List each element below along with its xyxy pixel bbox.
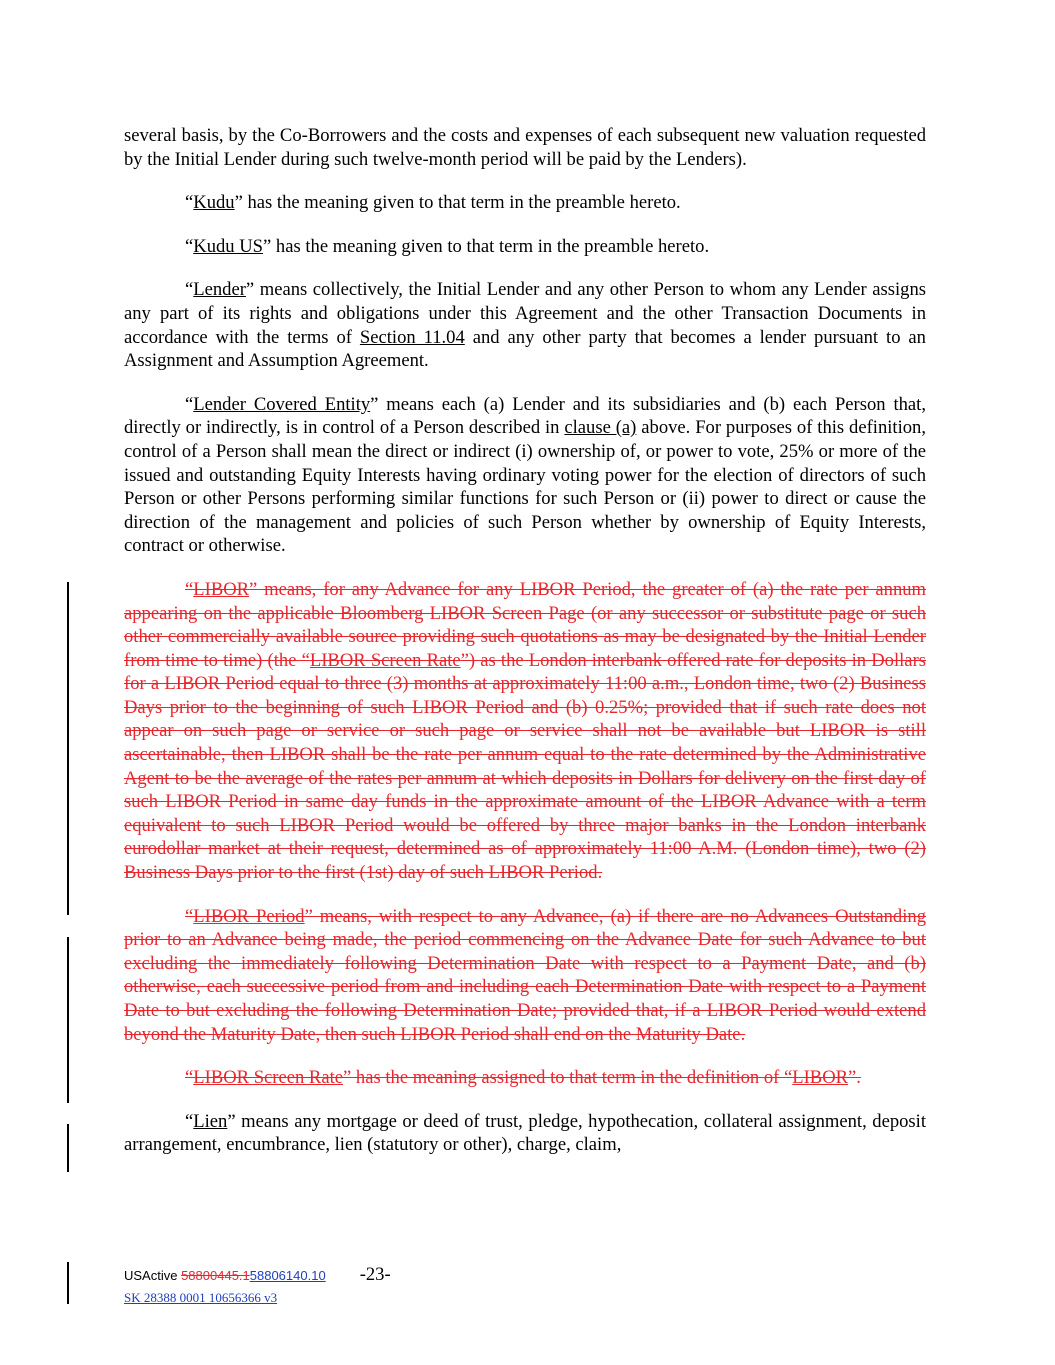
definition-kudu: “Kudu” has the meaning given to that term in the preamble hereto. (185, 192, 681, 214)
section-reference: Section 11.04 (359, 326, 465, 348)
definition-lender-covered-entity: “Lender Covered Entity” means each (a) Lender and its subsidiaries and (b) each Person that, directly or indirectly, is in control of a Person described in clause (a) above. For purposes of this definition, control of a Person shall mean the direct or indirect (i) ownership of, or power to vote, 25% or more of the issued and outstanding Equity Interests having ordinary voting power for the election of directors of such Person or other Persons performing similar functions for such Person or (ii) power to direct or cause the direction of the management and policies of such Person whether by ownership of Equity Interests, contract or otherwise. (124, 393, 927, 557)
defined-term: LIBOR (193, 578, 250, 600)
paragraph-continuation: several basis, by the Co-Borrowers and the costs and expenses of each subsequent new valuation requested by the Initial Lender during such twelve-month period will be paid by the Lenders). (124, 125, 926, 170)
defined-term: Kudu (193, 192, 235, 214)
footer-doc-id: SK 28388 0001 10656366 v3 (124, 1290, 278, 1305)
clause-reference: clause (a) (564, 417, 637, 439)
defined-term: LIBOR Period (193, 905, 305, 927)
defined-term: Lender Covered Entity (193, 393, 371, 415)
change-bar (67, 937, 69, 1103)
definition-kudu-us: “Kudu US” has the meaning given to that term in the preamble hereto. (185, 235, 710, 257)
defined-term: Kudu US (193, 235, 264, 257)
definition-lien: “Lien” means any mortgage or deed of trust, pledge, hypothecation, collateral assignment, deposit arrangement, encumbrance, lien (statutory or other), charge, claim, (124, 1110, 926, 1156)
document-body (124, 124, 926, 1177)
change-bar (67, 582, 69, 915)
defined-term: Lender (193, 279, 246, 301)
deleted-doc-number: 58800445.1 (181, 1268, 250, 1283)
defined-term: LIBOR Screen Rate (193, 1067, 344, 1089)
definition-libor-deleted: “LIBOR” means, for any Advance for any LIBOR Period, the greater of (a) the rate per annum appearing on the applicable Bloomberg LIBOR Screen Page (or any successor or substitute page or such other commercially available source providing such quotations as may be designated by the Initial Lender from time to time) (the “LIBOR Screen Rate”) as the London interbank offered rate for deposits in Dollars for a LIBOR Period equal to three (3) months at approximately 11:00 a.m., London time, two (2) Business Days prior to the beginning of such LIBOR Period and (b) 0.25%; provided that if such rate does not appear on such page or service or such page or service shall not be available but LIBOR is still ascertainable, then LIBOR shall be the rate per annum equal to the rate determined by the Administrative Agent to be the average of the rates per annum at which deposits in Dollars for delivery on the first day of such LIBOR Period in same day funds in the approximate amount of the LIBOR Advance with a term equivalent to such LIBOR Period would be offered by three major banks in the London interbank eurodollar market at their request, determined as of approximately 11:00 A.M. (London time), two (2) Business Days prior to the first (1st) day of such LIBOR Period. (124, 578, 926, 884)
defined-term: Lien (193, 1110, 228, 1132)
term-reference: LIBOR (792, 1067, 849, 1089)
footer-doc-number: USActive 58800445.158806140.10 -23- (124, 1264, 391, 1285)
definition-lender: “Lender” means collectively, the Initial Lender and any other Person to whom any Lender assigns any part of its rights and obligations under this Agreement and the other Transaction Documents in accordance with the terms of Section 11.04 and any other party that becomes a lender pursuant to an Assignment and Assumption Agreement. (124, 279, 926, 372)
change-bar (67, 1262, 69, 1304)
page-number: -23- (359, 1264, 391, 1285)
change-bar (67, 1124, 69, 1172)
inserted-doc-number: 58806140.10 (249, 1268, 326, 1283)
definition-libor-screen-rate-deleted: “LIBOR Screen Rate” has the meaning assigned to that term in the definition of “LIBOR”. (185, 1067, 861, 1089)
definition-libor-period-deleted: “LIBOR Period” means, with respect to any Advance, (a) if there are no Advances Outstanding prior to an Advance being made, the period commencing on the Advance Date for such Advance to but excluding the immediately following Determination Date with respect to a Payment Date, and (b) otherwise, each successive period from and including each Determination Date with respect to a Payment Date to but excluding the following Determination Date; provided that, if a LIBOR Period would extend beyond the Maturity Date, then such LIBOR Period shall end on the Maturity Date. (124, 905, 926, 1045)
page-footer (124, 1264, 724, 1306)
term-reference: LIBOR Screen Rate (309, 649, 461, 671)
